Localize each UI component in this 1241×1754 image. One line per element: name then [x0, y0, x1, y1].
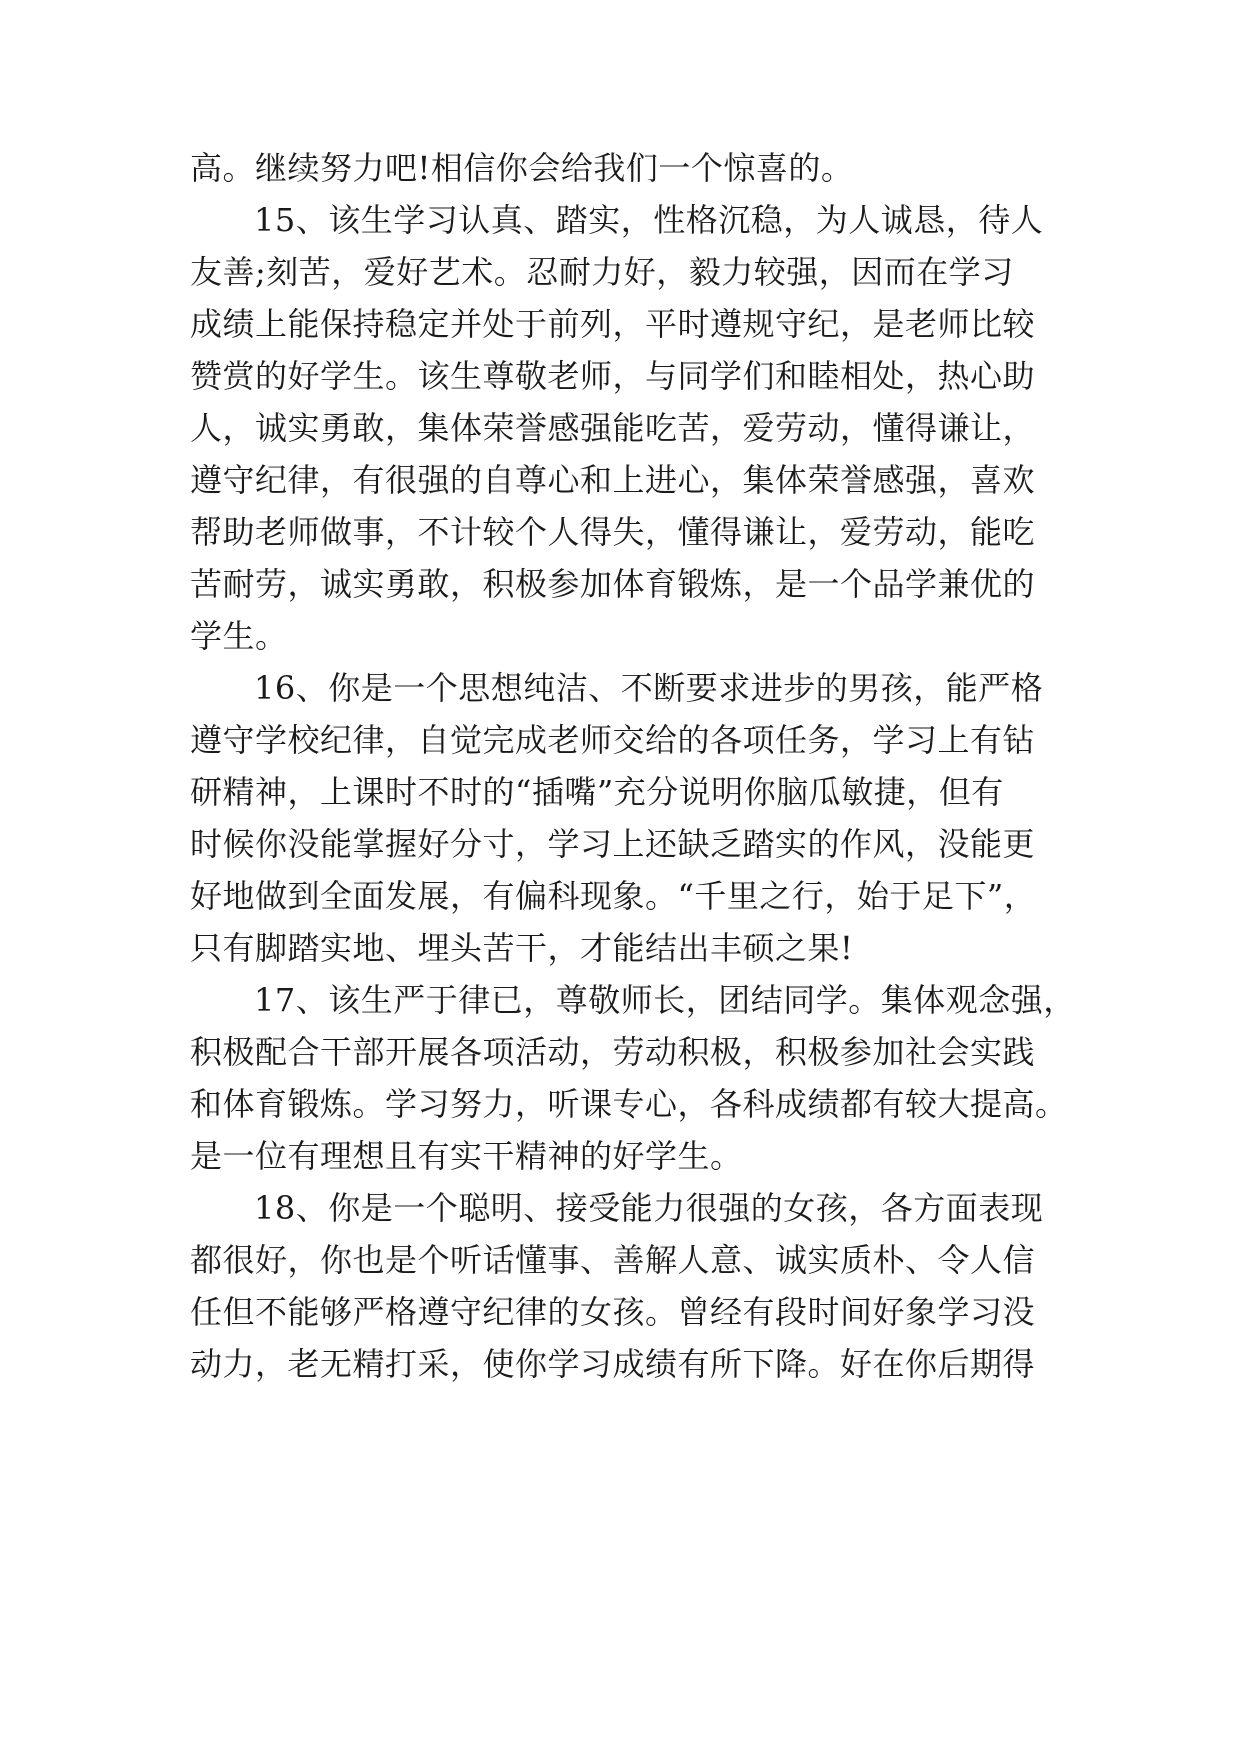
- text-line: 时候你没能掌握好分寸，学习上还缺乏踏实的作风，没能更: [190, 825, 1036, 863]
- text-line: 都很好，你也是个听话懂事、善解人意、诚实质朴、令人信: [190, 1241, 1036, 1279]
- text-line: 好地做到全面发展，有偏科现象。“千里之行，始于足下”，: [190, 877, 1037, 915]
- text-line: 人，诚实勇敢，集体荣誉感强能吃苦，爱劳动，懂得谦让，: [190, 409, 1036, 447]
- text-line: 只有脚踏实地、埋头苦干，才能结出丰硕之果!: [190, 929, 854, 967]
- paragraph-15-start: 15、该生学习认真、踏实，性格沉稳，为人诚恳，待人: [254, 201, 1044, 239]
- text-line: 赞赏的好学生。该生尊敬老师，与同学们和睦相处，热心助: [190, 357, 1036, 395]
- text-line: 学生。: [190, 617, 288, 655]
- text-line: 苦耐劳，诚实勇敢，积极参加体育锻炼，是一个品学兼优的: [190, 565, 1036, 603]
- paragraph-17-start: 17、该生严于律已，尊敬师长，团结同学。集体观念强，: [254, 981, 1076, 1019]
- text-line: 动力，老无精打采，使你学习成绩有所下降。好在你后期得: [190, 1345, 1036, 1383]
- text-line: 帮助老师做事，不计较个人得失，懂得谦让，爱劳动，能吃: [190, 513, 1036, 551]
- text-line: 积极配合干部开展各项活动，劳动积极，积极参加社会实践: [190, 1033, 1036, 1071]
- text-line: 遵守学校纪律，自觉完成老师交给的各项任务，学习上有钻: [190, 721, 1036, 759]
- text-line: 研精神，上课时不时的“插嘴”充分说明你脑瓜敏捷，但有: [190, 773, 1004, 811]
- text-line: 和体育锻炼。学习努力，听课专心，各科成绩都有较大提高。: [190, 1085, 1068, 1123]
- text-line: 任但不能够严格遵守纪律的女孩。曾经有段时间好象学习没: [190, 1293, 1036, 1331]
- paragraph-18-start: 18、你是一个聪明、接受能力很强的女孩，各方面表现: [254, 1189, 1044, 1227]
- text-line: 友善;刻苦，爱好艺术。忍耐力好，毅力较强，因而在学习: [190, 253, 1014, 291]
- paragraph-16-start: 16、你是一个思想纯洁、不断要求进步的男孩，能严格: [254, 669, 1044, 707]
- text-line: 是一位有理想且有实干精神的好学生。: [190, 1137, 743, 1175]
- text-line: 高。继续努力吧!相信你会给我们一个惊喜的。: [190, 149, 854, 187]
- text-line: 成绩上能保持稳定并处于前列，平时遵规守纪，是老师比较: [190, 305, 1036, 343]
- text-line: 遵守纪律，有很强的自尊心和上进心，集体荣誉感强，喜欢: [190, 461, 1036, 499]
